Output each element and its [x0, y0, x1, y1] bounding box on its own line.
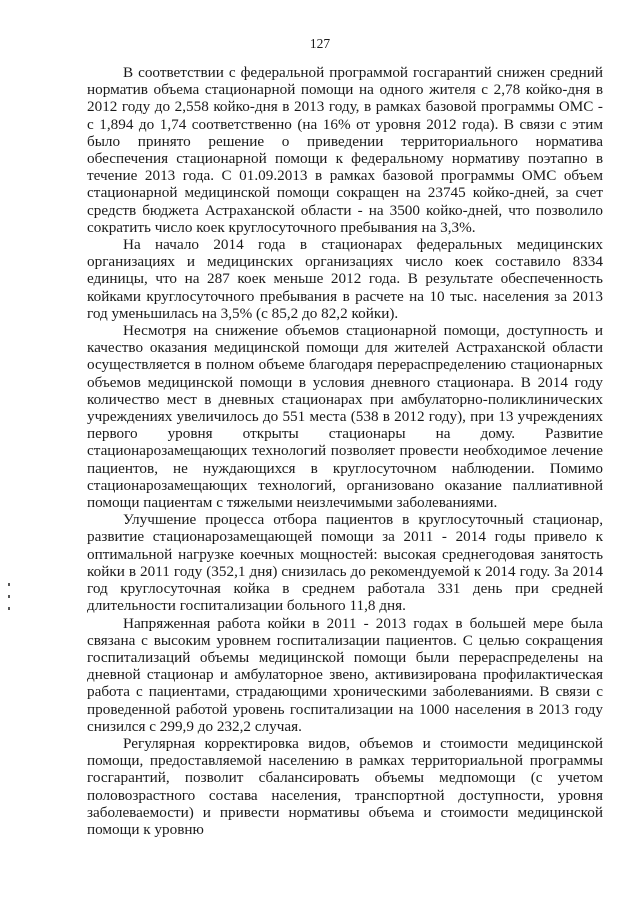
paragraph-program-adjustment: Регулярная корректировка видов, объемов и стоимости медицинской помощи, предоставляемой населению в рамках территориальной программы госгарантий, позволит сбалансировать объемы медпомощи (с учетом половозрастного состава населения, транспортной доступности, уровня заболеваемости) и привести нормативы объема и стоимости медицинской помощи к уровню	[87, 734, 603, 838]
scan-mark	[8, 595, 10, 598]
paragraph-bed-count: На начало 2014 года в стационарах федеральных медицинских организациях и медицинских организациях число коек составило 8334 единицы, что на 287 коек меньше 2012 года. В результате обеспеченность койками круглосуточного пребывания в расчете на 10 тыс. населения за 2013 год уменьшилась на 3,5% (с 85,2 до 82,2 койки).	[87, 236, 603, 322]
scan-margin-marks	[8, 583, 10, 619]
paragraph-day-hospital: Несмотря на снижение объемов стационарной помощи, доступность и качество оказания медицинской помощи для жителей Астраханской области осуществляется в полном объеме благодаря перераспределению стационарных объемов медицинской помощи в условия дневного стационара. В 2014 году количество мест в дневных стационарах при амбулаторно-поликлинических учреждениях увеличилось до 551 места (538 в 2012 году), при 13 учреждениях первого уровня открыты стационары на дому. Развитие стационарозамещающих технологий позволяет провести необходимое лечение пациентов, не нуждающихся в круглосуточном наблюдении. Помимо стационарозамещающих технологий, организовано оказание паллиативной помощи пациентам с тяжелыми неизлечимыми заболеваниями.	[87, 322, 603, 512]
document-body	[87, 64, 603, 838]
paragraph-stationary-norms: В соответствии с федеральной программой госгарантий снижен средний норматив объема стационарной помощи на одного жителя с 2,78 койко-дня в 2012 году до 2,558 койко-дня в 2013 году, в рамках базовой программы ОМС - с 1,894 до 1,74 соответственно (на 16% от уровня 2012 года). В связи с этим было принято решение о приведении территориального норматива обеспечения стационарной помощи к федеральному нормативу поэтапно в течение 2013 года. С 01.09.2013 в рамках базовой программы ОМС объем стационарной медицинской помощи сокращен на 23745 койко-дней, за счет средств бюджета Астраханской области - на 3500 койко-дней, что позволило сократить число коек круглосуточного пребывания на 3,3%.	[87, 64, 603, 236]
scan-mark	[8, 607, 10, 610]
paragraph-patient-selection: Улучшение процесса отбора пациентов в круглосуточный стационар, развитие стационарозамещающей помощи за 2011 - 2014 годы привело к оптимальной нагрузке коечных мощностей: высокая среднегодовая занятость койки в 2011 году (352,1 дня) снизилась до рекомендуемой к 2014 году. За 2014 год круглосуточная койка в среднем работала 331 день при средней длительности госпитализации больного 11,8 дня.	[87, 511, 603, 615]
page-number: 127	[309, 36, 331, 51]
paragraph-bed-workload: Напряженная работа койки в 2011 - 2013 годах в большей мере была связана с высоким уровнем госпитализации пациентов. С целью сокращения госпитализаций объемы медицинской помощи были перераспределены на дневной стационар и амбулаторное звено, активизирована профилактическая работа с пациентами, страдающими хроническими заболеваниями. В связи с проведенной работой уровень госпитализации на 1000 населения в 2013 году снизился с 299,9 до 232,2 случая.	[87, 614, 603, 735]
scan-mark	[8, 583, 10, 586]
